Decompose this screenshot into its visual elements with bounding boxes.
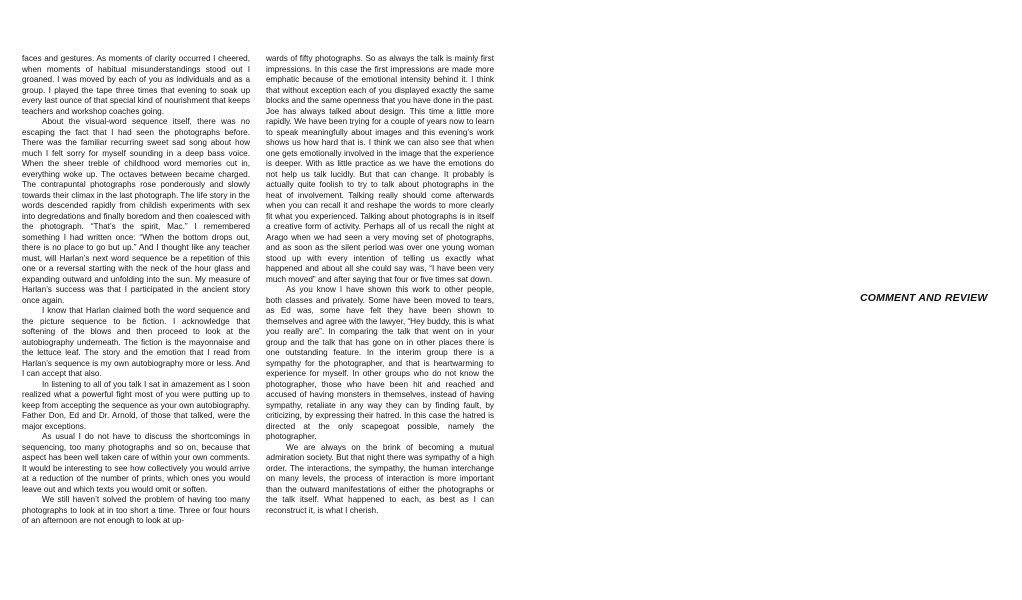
- section-label: COMMENT AND REVIEW: [860, 292, 988, 304]
- paragraph: About the visual-word sequence itself, there was no escaping the fact that I had seen the photographs before. There was the familiar recurring sweet sad song about how much I felt sorry for myself sounding in a deep bass voice. When the sheer treble of childhood word memories cut in, everything woke up. The octaves between became charged. The contrapuntal photographs rose ponderously and slowly towards their climax in the last photograph. The life story in the words descended rapidly from childish experiments with sex into degredations and finally boredom and then coalesced with the photograph. “That’s the spirit, Mac.” I remembered something I had written once: “When the bottom drops out, there is no place to go but up.” And I thought like any teacher must, will Harlan’s next word sequence be a repetition of this one or a reversal starting with the neck of the hour glass and expanding outward and unfolding into the sun. My measure of Harlan’s success was that I participated in the ancient story once again.: [22, 117, 250, 305]
- paragraph: faces and gestures. As moments of clarity occurred I cheered, when moments of habitual misunderstandings stood out I groaned. I was moved by each of you as individuals and as a group. I played the tape three times that evening to soak up every last ounce of that special kind of nourishment that keeps teachers and workshop coaches going.: [22, 54, 250, 116]
- left-text-column: [22, 54, 250, 527]
- paragraph: I know that Harlan claimed both the word sequence and the picture sequence to be fiction. I acknowledge that softening of the blows and then proceed to look at the autobiography underneath. The fiction is the mayonnaise and the lettuce leaf. The story and the emotion that I read from Harlan’s sequence is my own autobiography more or less. And I can accept that also.: [22, 306, 250, 378]
- paragraph: As usual I do not have to discuss the shortcomings in sequencing, too many photographs and so on, because that aspect has been well taken care of within your own comments. It would be interesting to see how collectively you would arrive at a reduction of the number of prints, which ones you would leave out and which texts you would omit or soften.: [22, 432, 250, 494]
- paragraph: We are always on the brink of becoming a mutual admiration society. But that night there was sympathy of a high order. The interactions, the sympathy, the human interchange on many levels, the process of interaction is more important than the outward manifestations of either the photographs or the talk itself. What happened to each, as best as I can reconstruct it, is what I cherish.: [266, 442, 494, 515]
- paragraph: We still haven’t solved the problem of having too many photographs to look at in too short a time. Three or four hours of an afternoon are not enough to look at up-: [22, 495, 250, 525]
- paragraph: In listening to all of you talk I sat in amazement as I soon realized what a powerful fight most of you were putting up to keep from accepting the sequence as your own autobiography. Father Don, Ed and Dr. Arnold, of those that talked, were the major exceptions.: [22, 379, 250, 431]
- right-text-column: [266, 54, 494, 516]
- paragraph: As you know I have shown this work to other people, both classes and privately. Some have been moved to tears, as Ed was, some have felt they have been shown to themselves and agree with the lawyer, “Hey buddy, this is what you really are”. In comparing the talk that went on in your group and the talk that has gone on in other places there is one outstanding feature. In the interim group there is a sympathy for the photographer, and that is heartwarming to experience for myself. In other groups who do not know the photographer, those who have been hit and reached and accused of having monsters in themselves, instead of having sympathy, retaliate in any way they can by finding fault, by criticizing, by expressing their hatred. In this case the hatred is directed at the only scapegoat possible, namely the photographer.: [266, 285, 494, 441]
- paragraph: wards of fifty photographs. So as always the talk is mainly first impressions. In this case the first impressions are made more emphatic because of the emotional intensity behind it. I think that without exception each of you displayed exactly the same blocks and the same openness that you have done in the past. Joe has always talked about design. This time a little more rapidly. We have been trying for a couple of years now to learn to speak meaningfully about images and this evening’s work shows us how hard that is. I think we can also see that when one gets emotionally involved in the image that the experience is deeper. With as little practice as we have the emotions do not help us talk lucidly. But that can change. It probably is actually quite foolish to try to talk about photographs in the heat of involvement. Talking really should come afterwards when you can recall it and reshape the words to more clearly fit what you experienced. Talking about photographs is in itself a creative form of activity. Perhaps all of us recall the night at Arago when we had seen a very moving set of photographs, and as soon as the silent period was over one young woman stood up with every intention of telling us exactly what happened and about all she could say was, “I have been very much moved” and after saying that four or five times sat down.: [266, 54, 494, 284]
